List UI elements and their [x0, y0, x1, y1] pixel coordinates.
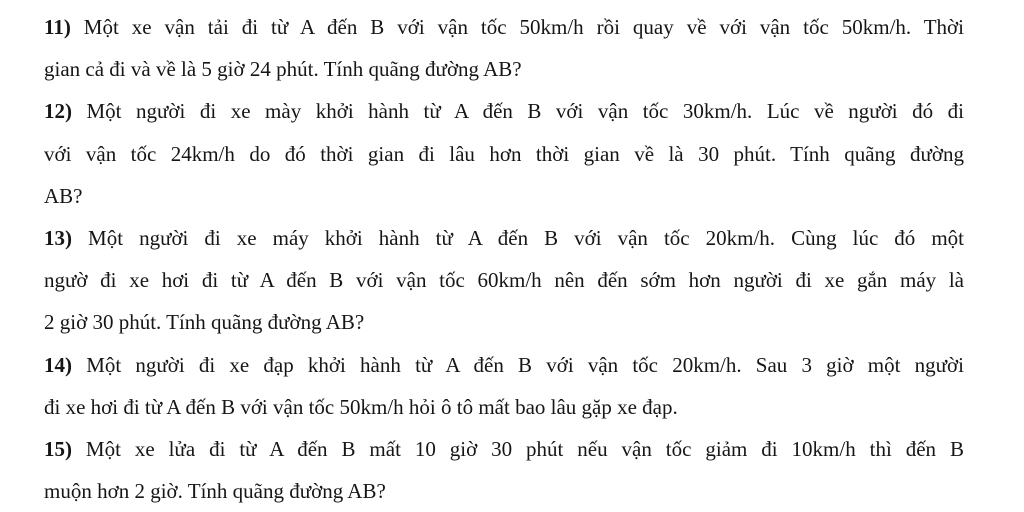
problem-line: [44, 344, 964, 386]
problem-line: muộn hơn 2 giờ. Tính quãng đường AB?: [44, 479, 386, 504]
problem-number: 12): [44, 99, 72, 124]
problem-line: [44, 217, 964, 259]
problem-11: [44, 6, 964, 90]
problem-line: ngườ đi xe hơi đi từ A đến B với vận tốc 60km/h nên đến sớm hơn người đi xe gắn máy là: [44, 268, 964, 293]
problem-number: 14): [44, 352, 72, 377]
problem-line: AB?: [44, 183, 83, 208]
problem-line: [44, 90, 964, 132]
problem-number: 13): [44, 225, 72, 250]
problem-line: [44, 6, 964, 48]
problem-text: Một người đi xe máy khởi hành từ A đến B với vận tốc 20km/h. Cùng lúc đó một: [72, 225, 964, 250]
problem-text: Một người đi xe đạp khởi hành từ A đến B với vận tốc 20km/h. Sau 3 giờ một người: [72, 352, 964, 377]
problem-line: [44, 428, 964, 470]
problem-13: [44, 217, 964, 344]
problem-text: Một người đi xe mày khởi hành từ A đến B với vận tốc 30km/h. Lúc về người đó đi: [72, 99, 964, 124]
problem-14: [44, 344, 964, 428]
problem-number: 11): [44, 15, 71, 39]
problem-number: 15): [44, 436, 72, 461]
problem-line: 2 giờ 30 phút. Tính quãng đường AB?: [44, 310, 365, 335]
problem-15: [44, 428, 964, 512]
problem-line: đi xe hơi đi từ A đến B với vận tốc 50km/h hỏi ô tô mất bao lâu gặp xe đạp.: [44, 394, 678, 419]
problem-text: Một xe vận tải đi từ A đến B với vận tốc 50km/h rồi quay về với vận tốc 50km/h. Thời: [70, 15, 964, 39]
problem-line: gian cả đi và về là 5 giờ 24 phút. Tính quãng đường AB?: [44, 57, 522, 82]
problem-12: [44, 90, 964, 217]
problem-text: Một xe lửa đi từ A đến B mất 10 giờ 30 phút nếu vận tốc giảm đi 10km/h thì đến B: [72, 436, 964, 461]
problem-line: với vận tốc 24km/h do đó thời gian đi lâu hơn thời gian về là 30 phút. Tính quãng đường: [44, 141, 964, 166]
